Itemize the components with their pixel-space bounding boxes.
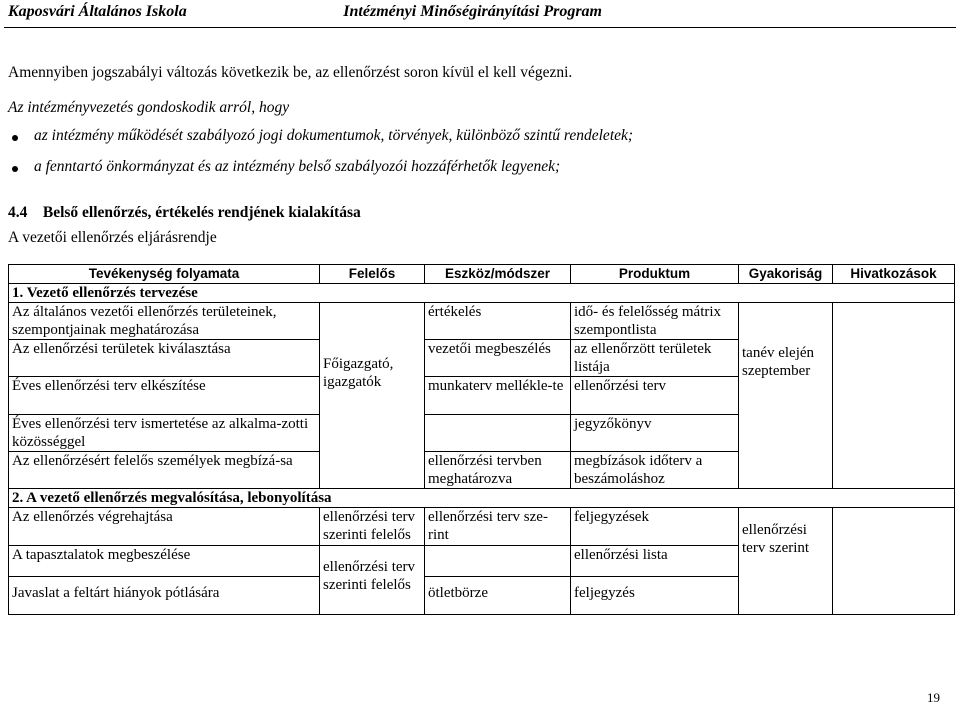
- paragraph-legal-change: Amennyiben jogszabályi változás következik be, az ellenőrzést soron kívül el kell végezni.: [8, 64, 573, 81]
- tool-cell: [425, 546, 571, 577]
- tool-cell: ellenőrzési terv sze-rint: [425, 508, 571, 546]
- column-header: Produktum: [571, 265, 739, 284]
- frequency-cell: ellenőrzési terv szerint: [739, 508, 833, 615]
- activity-cell: Az ellenőrzési területek kiválasztása: [9, 340, 320, 377]
- column-header: Felelős: [320, 265, 425, 284]
- page-number: 19: [927, 690, 940, 705]
- section-label: 2. A vezető ellenőrzés megvalósítása, lebonyolítása: [9, 489, 955, 508]
- header-divider: [4, 27, 956, 28]
- tool-cell: munkaterv mellékle-te: [425, 377, 571, 415]
- column-header: Hivatkozások: [833, 265, 955, 284]
- frequency-cell: tanév elején szeptember: [739, 303, 833, 489]
- activity-cell: Az általános vezetői ellenőrzés területeinek, szempontjainak meghatározása: [9, 303, 320, 340]
- bullet-icon: [12, 166, 18, 172]
- tool-cell: [425, 415, 571, 452]
- product-cell: idő- és felelősség mátrix szempontlista: [571, 303, 739, 340]
- bullet-icon: [12, 135, 18, 141]
- product-cell: jegyzőkönyv: [571, 415, 739, 452]
- paragraph-management: Az intézményvezetés gondoskodik arról, hogy: [8, 99, 290, 116]
- column-header: Eszköz/módszer: [425, 265, 571, 284]
- responsible-cell: Főigazgató, igazgatók: [320, 303, 425, 489]
- product-cell: megbízások időterv a beszámoláshoz: [571, 452, 739, 489]
- product-cell: ellenőrzési terv: [571, 377, 739, 415]
- tool-cell: ellenőrzési tervben meghatározva: [425, 452, 571, 489]
- product-cell: az ellenőrzött területek listája: [571, 340, 739, 377]
- activity-cell: Éves ellenőrzési terv elkészítése: [9, 377, 320, 415]
- tool-cell: vezetői megbeszélés: [425, 340, 571, 377]
- product-cell: feljegyzés: [571, 577, 739, 615]
- table-header-row: [9, 265, 955, 284]
- column-header: Gyakoriság: [739, 265, 833, 284]
- responsible-cell: ellenőrzési terv szerinti felelős: [320, 508, 425, 546]
- tool-cell: ötletbörze: [425, 577, 571, 615]
- header-school-name: Kaposvári Általános Iskola: [8, 3, 187, 20]
- bullet-item: a fenntartó önkormányzat és az intézmény belső szabályozói hozzáférhetők legyenek;: [34, 158, 561, 175]
- activity-cell: Az ellenőrzésért felelős személyek megbízá-sa: [9, 452, 320, 489]
- activity-cell: Javaslat a feltárt hiányok pótlására: [9, 577, 320, 615]
- section-row: [9, 284, 955, 303]
- section-row: [9, 489, 955, 508]
- column-header: Tevékenység folyamata: [9, 265, 320, 284]
- reference-cell: [833, 508, 955, 615]
- section-heading: 4.4 Belső ellenőrzés, értékelés rendjének kialakítása: [8, 204, 361, 221]
- activity-cell: Az ellenőrzés végrehajtása: [9, 508, 320, 546]
- responsible-cell: ellenőrzési terv szerinti felelős: [320, 546, 425, 615]
- table-row: [9, 303, 955, 340]
- section-label: 1. Vezető ellenőrzés tervezése: [9, 284, 955, 303]
- product-cell: ellenőrzési lista: [571, 546, 739, 577]
- activity-cell: A tapasztalatok megbeszélése: [9, 546, 320, 577]
- procedure-table: [8, 264, 955, 615]
- product-cell: feljegyzések: [571, 508, 739, 546]
- bullet-item: az intézmény működését szabályozó jogi dokumentumok, törvények, különböző szintű rendeletek;: [34, 127, 634, 144]
- activity-cell: Éves ellenőrzési terv ismertetése az alkalma-zotti közösséggel: [9, 415, 320, 452]
- header-program-title: Intézményi Minőségirányítási Program: [343, 3, 602, 20]
- tool-cell: értékelés: [425, 303, 571, 340]
- reference-cell: [833, 303, 955, 489]
- section-subtitle: A vezetői ellenőrzés eljárásrendje: [8, 229, 217, 246]
- table-row: [9, 508, 955, 546]
